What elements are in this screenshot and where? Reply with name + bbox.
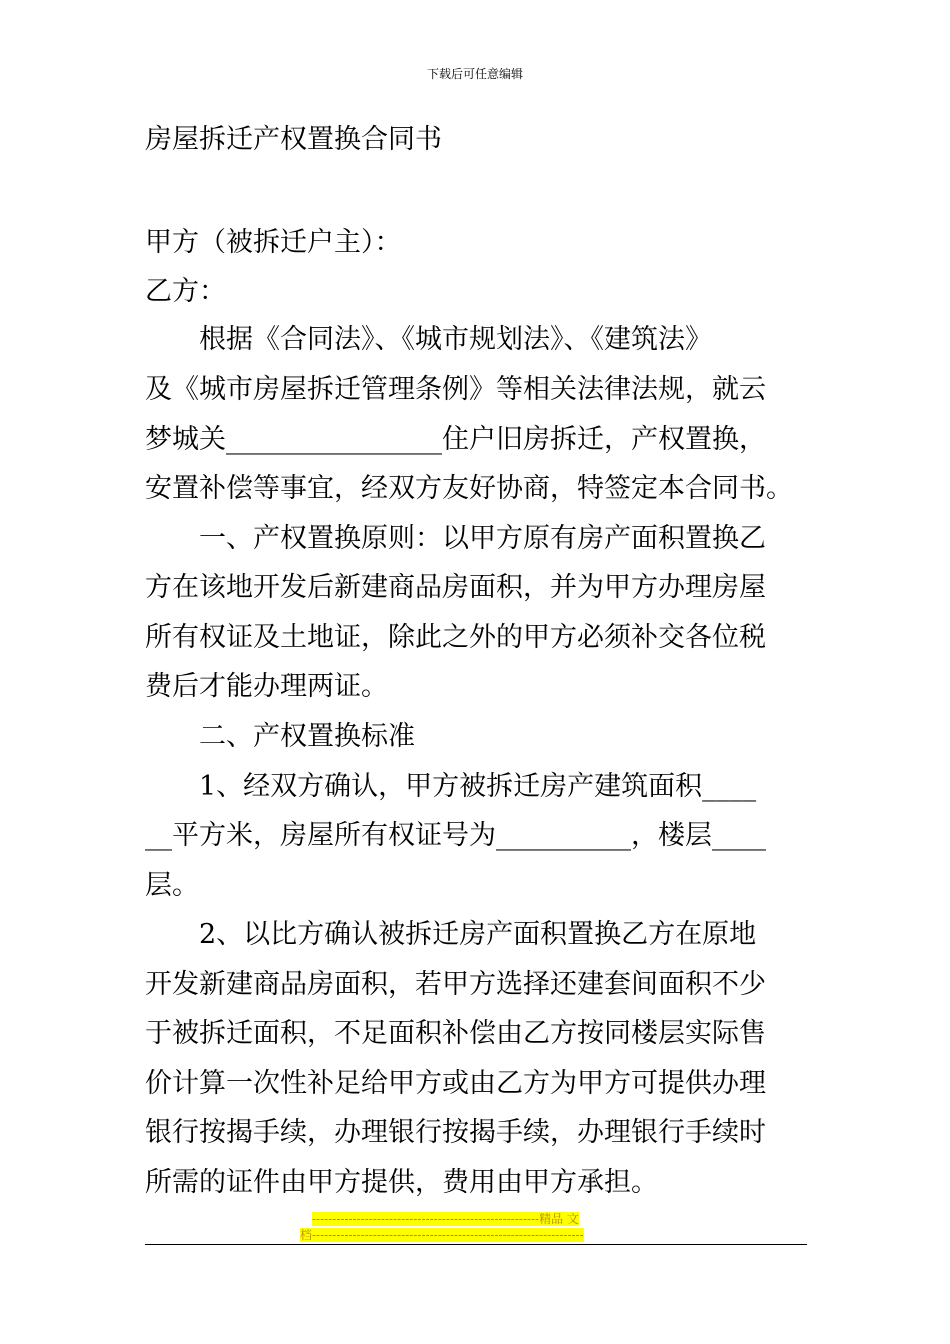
footer-banner-text: 档------------------------------------------------------------------- (300, 1228, 584, 1242)
body-line: 根据《合同法》、《城市规划法》、《建筑法》 (145, 324, 712, 355)
body-line: 价计算一次性补足给甲方或由乙方为甲方可提供办理 (145, 1068, 766, 1099)
page-header-note: 下载后可任意编辑 (426, 67, 523, 81)
document-title: 房屋拆迁产权置换合同书 (145, 124, 442, 155)
body-line: 2、以比方确认被拆迁房产面积置换乙方在原地 (145, 919, 757, 950)
party-a-line: 甲方（被拆迁户主）： (145, 227, 402, 258)
body-line: 银行按揭手续，办理银行按揭手续，办理银行手续时 (145, 1117, 766, 1148)
body-line: 安置补偿等事宜，经双方友好协商，特签定本合同书。 (145, 473, 793, 504)
body-line: 所有权证及土地证，除此之外的甲方必须补交各位税 (145, 622, 766, 653)
body-line: 方在该地开发后新建商品房面积，并为甲方办理房屋 (145, 572, 766, 603)
body-line: __平方米，房屋所有权证号为__________，楼层____ (145, 820, 766, 851)
party-b-line: 乙方： (145, 276, 226, 307)
body-line: 二、产权置换标准 (145, 721, 415, 752)
body-line: 开发新建商品房面积，若甲方选择还建套间面积不少 (145, 969, 766, 1000)
body-line: 所需的证件由甲方提供，费用由甲方承担。 (145, 1167, 658, 1198)
footer-divider (145, 1244, 807, 1245)
footer-banner-text: --------------------------------------------------------精品 文 (312, 1212, 579, 1226)
footer-banner-line1 (312, 1212, 662, 1226)
body-line: 一、产权置换原则：以甲方原有房产面积置换乙 (145, 523, 766, 554)
footer-banner-line2 (300, 1228, 650, 1242)
body-line: 梦城关________________住户旧房拆迁，产权置换， (145, 424, 766, 455)
body-line: 于被拆迁面积，不足面积补偿由乙方按同楼层实际售 (145, 1018, 766, 1049)
body-line: 费后才能办理两证。 (145, 671, 388, 702)
body-line: 1、经双方确认，甲方被拆迁房产建筑面积____ (145, 771, 757, 802)
body-line: 及《城市房屋拆迁管理条例》等相关法律法规，就云 (145, 374, 766, 405)
body-line: 层。 (145, 870, 199, 901)
